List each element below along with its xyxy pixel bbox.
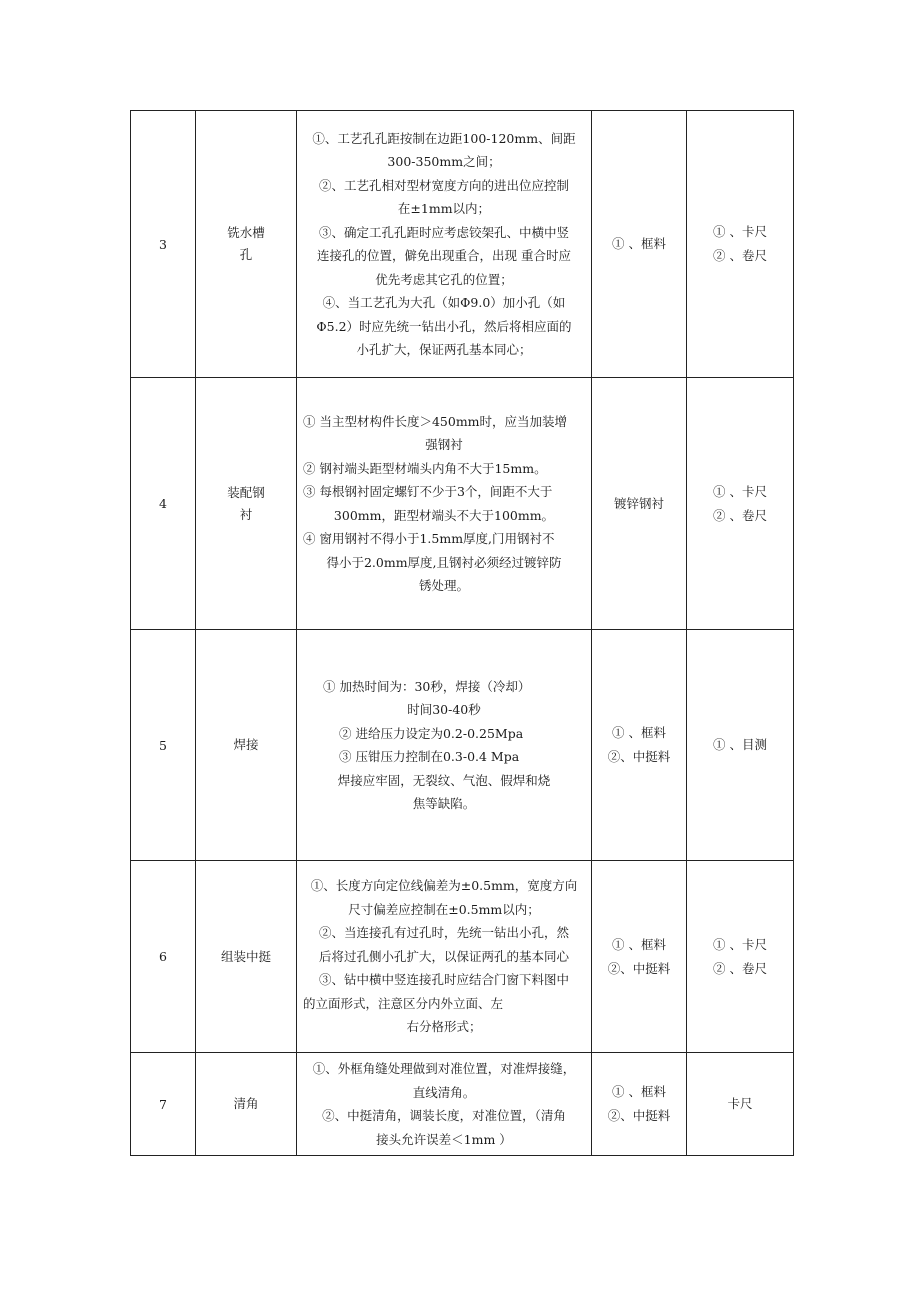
tools-cell [687,861,794,1053]
requirements-cell [297,861,592,1053]
materials-cell [592,111,687,378]
requirement-line: 锈处理。 [418,578,469,593]
requirement-line: 在±1mm以内； [397,201,491,216]
tool-item: ① 、目测 [713,737,767,752]
materials-cell [592,630,687,861]
requirement-line: 时间30-40秒 [407,702,481,717]
tool-item: ② 、卷尺 [713,248,767,263]
tools-cell [687,378,794,630]
table-row-6 [131,861,794,1053]
tool-item: ② 、卷尺 [713,960,767,976]
requirement-line: ②、中挺清角，调装长度，对准位置，（清角 [322,1108,566,1123]
requirements-cell [297,111,592,378]
requirement-line: 尺寸偏差应控制在±0.5mm以内； [348,901,540,917]
material-item: ① 、框料 [612,1084,666,1099]
requirement-line: 小孔扩大，保证两孔基本同心； [356,342,532,357]
process-name-line: 铣水槽 [227,225,265,240]
process-name [196,111,297,378]
process-name [196,630,297,861]
requirement-line: ①、工艺孔孔距按制在边距100-120mm、间距 [312,130,576,146]
requirement-line: 300mm，距型材端头不大于100mm。 [333,507,555,523]
process-name [196,378,297,630]
requirement-line: ①、长度方向定位线偏差为±0.5mm，宽度方向 [310,878,578,894]
material-item: ① 、框料 [612,936,666,952]
requirement-line: 得小于2.0mm厚度,且钢衬必须经过镀锌防 [326,554,562,570]
requirements-cell [297,1053,592,1156]
requirement-line: ④ 窗用钢衬不得小于1.5mm厚度,门用钢衬不 [303,531,555,546]
requirement-line: 焊接应牢固，无裂纹、气泡、假焊和烧 [337,772,551,788]
requirement-line: ① 当主型材构件长度＞450mm时，应当加装增 [303,413,568,429]
tools-cell [687,111,794,378]
requirement-line: ②、当连接孔有过孔时，先统一钻出小孔，然 [318,925,569,941]
requirement-line: ②、工艺孔相对型材宽度方向的进出位应控制 [318,177,569,193]
process-name-line: 衬 [239,506,253,522]
material-item: ① 、框料 [612,725,666,740]
tool-item: ① 、卡尺 [713,224,767,239]
requirement-line: ② 钢衬端头距型材端头内角不大于15mm。 [303,460,547,476]
requirement-line: 右分格形式； [406,1019,482,1035]
requirement-line: ③ 每根钢衬固定螺钉不少于3个，间距不大于 [303,484,553,499]
row-number: 7 [131,1053,196,1156]
table-row-5 [131,630,794,861]
material-item: ②、中挺料 [607,960,671,976]
requirement-line: 焦等缺陷。 [412,796,476,811]
process-name-line: 组装中挺 [220,948,271,964]
material-item: ②、中挺料 [607,749,671,764]
tools-cell [687,1053,794,1156]
material-item: 镀锌钢衬 [613,495,664,511]
requirement-line: ③ 压钳压力控制在0.3-0.4 Mpa [339,749,520,764]
requirements-cell [297,378,592,630]
requirement-line: 强钢衬 [425,437,463,452]
requirement-line: 连接孔的位置，僻免出现重合，出现 重合时应 [317,248,571,263]
requirement-line: ① 加热时间为：30秒，焊接（冷却） [323,678,531,694]
materials-cell [592,378,687,630]
requirement-line: ② 进给压力设定为0.2-0.25Mpa [339,725,524,741]
row-number: 3 [131,111,196,378]
requirement-line: 的立面形式，注意区分内外立面、左 [303,995,504,1011]
table-row-4 [131,378,794,630]
tool-item: 卡尺 [727,1096,753,1111]
tools-cell [687,630,794,861]
table-row-3 [131,111,794,378]
process-name [196,861,297,1053]
tool-item: ② 、卷尺 [713,507,767,523]
process-table [130,110,794,1156]
requirement-line: 接头允许误差＜1mm ） [376,1131,512,1147]
requirement-line: ③、确定工孔孔距时应考虑铰架孔、中横中竖 [318,224,569,240]
tool-item: ① 、卡尺 [713,936,767,952]
row-number: 4 [131,378,196,630]
requirement-line: 300-350mm之间； [387,154,501,169]
process-name [196,1053,297,1156]
material-item: ① 、框料 [612,236,666,251]
process-name-line: 清角 [233,1096,259,1111]
requirement-line: Φ5.2）时应先统一钻出小孔，然后将相应面的 [316,318,572,334]
requirements-cell [297,630,592,861]
process-name-line: 孔 [239,247,253,262]
requirement-line: ③、钻中横中竖连接孔时应结合门窗下料图中 [318,972,569,988]
requirement-line: 直线清角。 [412,1084,476,1100]
requirement-line: ①、外框角缝处理做到对准位置，对准焊接缝， [312,1061,576,1076]
tool-item: ① 、卡尺 [713,483,767,499]
process-name-line: 装配钢 [227,484,265,500]
table-row-7 [131,1053,794,1156]
row-number: 6 [131,861,196,1053]
material-item: ②、中挺料 [607,1108,671,1123]
row-number: 5 [131,630,196,861]
requirement-line: ④、当工艺孔为大孔（如Φ9.0）加小孔（如 [322,295,566,310]
process-name-line: 焊接 [233,737,259,752]
materials-cell [592,861,687,1053]
requirement-line: 后将过孔侧小孔扩大，以保证两孔的基本同心 [318,948,569,964]
materials-cell [592,1053,687,1156]
requirement-line: 优先考虑其它孔的位置； [375,271,513,287]
